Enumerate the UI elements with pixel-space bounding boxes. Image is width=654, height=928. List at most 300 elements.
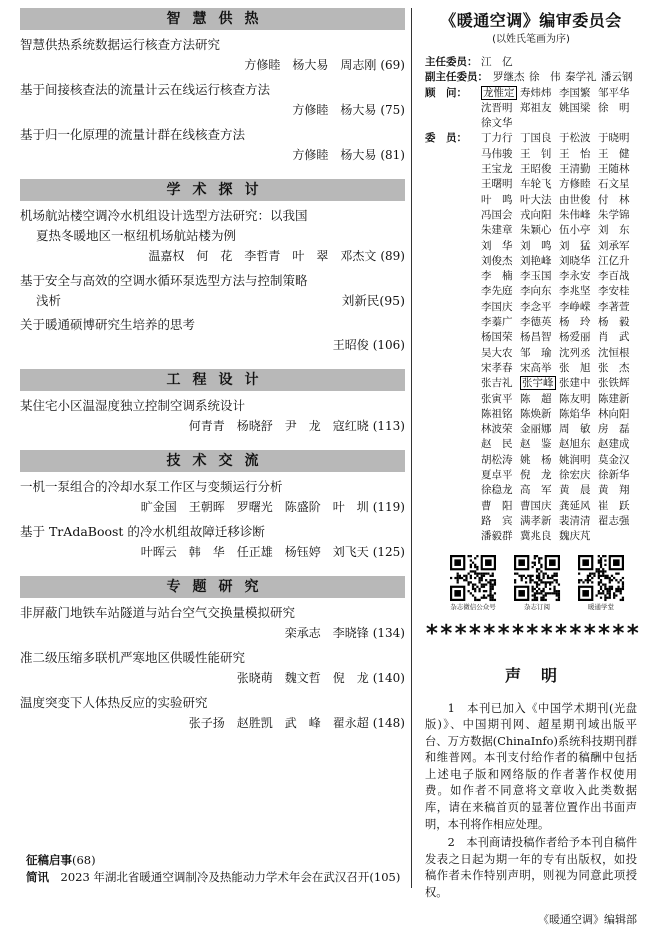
committee-director bbox=[425, 55, 637, 70]
name-text: 徐宏庆 bbox=[559, 469, 591, 482]
name-text: 刘 东 bbox=[598, 224, 630, 237]
committee-name bbox=[559, 392, 598, 407]
committee-name bbox=[559, 223, 598, 238]
article-title: 智慧供热系统数据运行核查方法研究 bbox=[20, 37, 221, 52]
name-text: 龚延风 bbox=[559, 499, 591, 512]
committee-name bbox=[529, 70, 565, 85]
committee-name bbox=[481, 300, 520, 315]
committee-name bbox=[598, 361, 637, 376]
section-header: 技术交流 bbox=[20, 450, 405, 472]
committee-name bbox=[481, 284, 520, 299]
toc-article[interactable] bbox=[20, 603, 405, 644]
name-text: 邹平华 bbox=[598, 86, 630, 99]
name-text: 秦学礼 bbox=[565, 71, 597, 84]
name-text: 刘俊杰 bbox=[481, 254, 513, 267]
name-text: 王曙明 bbox=[481, 178, 513, 191]
name-text: 李国繁 bbox=[559, 86, 591, 99]
name-text: 王昭俊 bbox=[520, 163, 552, 176]
name-text: 陈祖铭 bbox=[481, 407, 513, 420]
committee-name bbox=[598, 407, 637, 422]
name-text: 江亿升 bbox=[598, 254, 630, 267]
section-header: 专题研究 bbox=[20, 576, 405, 598]
committee-name bbox=[559, 483, 598, 498]
committee-name bbox=[520, 147, 559, 162]
toc-article[interactable] bbox=[20, 315, 405, 356]
name-text: 张铁辉 bbox=[598, 377, 630, 390]
name-text: 魏庆芃 bbox=[559, 530, 591, 543]
committee-name bbox=[481, 86, 520, 101]
committee-name bbox=[598, 468, 637, 483]
name-text: 张宇峰 bbox=[522, 377, 554, 390]
qr-code-item[interactable] bbox=[511, 555, 563, 613]
right-column bbox=[425, 10, 641, 928]
column-divider bbox=[411, 8, 412, 888]
article-authors: 栾承志 李晓锋 bbox=[284, 626, 369, 640]
committee-name bbox=[598, 330, 637, 345]
committee-name bbox=[481, 437, 520, 452]
name-text: 刘 鸣 bbox=[520, 239, 552, 252]
article-authors: 刘新民 bbox=[341, 293, 380, 308]
advisor-names bbox=[481, 86, 637, 132]
article-authors: 旷金国 王朝晖 罗曙光 陈盛阶 叶 圳 bbox=[140, 500, 369, 514]
toc-article[interactable] bbox=[20, 35, 405, 76]
committee-name bbox=[481, 254, 520, 269]
name-text: 龙惟定 bbox=[483, 86, 515, 99]
name-text: 赵 民 bbox=[481, 438, 513, 451]
committee-name bbox=[598, 86, 637, 101]
name-text: 李国庆 bbox=[481, 300, 513, 313]
committee-name bbox=[520, 254, 559, 269]
article-byline bbox=[20, 145, 405, 166]
committee-name bbox=[481, 392, 520, 407]
name-text: 叶 鸣 bbox=[481, 193, 513, 206]
committee-name bbox=[481, 330, 520, 345]
committee-name bbox=[559, 269, 598, 284]
toc-article[interactable] bbox=[20, 125, 405, 166]
name-text: 倪 龙 bbox=[520, 469, 552, 482]
name-text: 杨 玲 bbox=[559, 316, 591, 329]
article-page: (113) bbox=[372, 419, 405, 433]
committee-name bbox=[481, 468, 520, 483]
name-text: 陈焰华 bbox=[559, 407, 591, 420]
committee-name bbox=[598, 193, 637, 208]
article-page: (69) bbox=[380, 58, 405, 72]
article-page: (148) bbox=[372, 716, 405, 730]
article-byline bbox=[20, 335, 405, 356]
committee-name bbox=[559, 499, 598, 514]
name-text: 李玉国 bbox=[520, 270, 552, 283]
name-text: 莫金汉 bbox=[598, 453, 630, 466]
name-text: 赵旭东 bbox=[559, 438, 591, 451]
article-title: 机场航站楼空调冷水机组设计选型方法研究：以我国 bbox=[20, 208, 308, 223]
name-text: 张吉礼 bbox=[481, 377, 513, 390]
article-title: 某住宅小区温湿度独立控制空调系统设计 bbox=[20, 398, 246, 413]
vice-label: 副主任委员： bbox=[425, 71, 488, 84]
zhenggao-page: (68) bbox=[72, 853, 96, 867]
name-text: 杨昌智 bbox=[520, 331, 552, 344]
name-text: 朱学锦 bbox=[598, 208, 630, 221]
notice-paragraph-1: 1 本刊已加入《中国学术期刊(光盘版)》、中国期刊网、超星期刊域出版平台、万方数据(ChinaInfo)系统科技期刊群和维普网。本刊支付给作者的稿酬中包括上述电子版和网络版的作者著作权使用费。如作者不同意将文章收入此类数据库，请在来稿首页的显著位置作出书面声明，本刊将作相应处理。 bbox=[425, 701, 637, 831]
article-authors: 叶晖云 韩 华 任正雄 杨钰婷 刘飞天 bbox=[140, 545, 369, 559]
name-text: 王随林 bbox=[598, 163, 630, 176]
article-authors: 张晓萌 魏文哲 倪 龙 bbox=[236, 671, 369, 685]
name-text: 裴清清 bbox=[559, 514, 591, 527]
article-title-cont: 浅析 bbox=[36, 293, 62, 308]
committee-name bbox=[481, 177, 520, 192]
committee-name bbox=[520, 223, 559, 238]
committee-name bbox=[598, 131, 637, 146]
name-text: 徐稳龙 bbox=[481, 484, 513, 497]
committee-name bbox=[481, 116, 520, 131]
section-header: 智慧供热 bbox=[20, 8, 405, 30]
article-title-cont: 夏热冬暖地区一枢纽机场航站楼为例 bbox=[36, 228, 237, 243]
name-text: 付 林 bbox=[598, 193, 630, 206]
name-text: 车轮飞 bbox=[520, 178, 552, 191]
toc-article[interactable] bbox=[20, 693, 405, 734]
name-text: 李 楠 bbox=[481, 270, 513, 283]
article-authors: 方修睦 杨大易 bbox=[292, 148, 377, 162]
name-text: 姚国梁 bbox=[559, 101, 591, 114]
qr-code-icon[interactable] bbox=[514, 555, 560, 601]
committee-name bbox=[520, 499, 559, 514]
article-page: (140) bbox=[372, 671, 405, 685]
article-page: (81) bbox=[380, 148, 405, 162]
committee-name bbox=[559, 101, 598, 116]
toc-article[interactable] bbox=[20, 271, 405, 311]
committee-name bbox=[481, 131, 520, 146]
name-text: 沈恒根 bbox=[598, 346, 630, 359]
name-text: 李百战 bbox=[598, 270, 630, 283]
toc-footer bbox=[26, 852, 406, 886]
committee-name bbox=[520, 437, 559, 452]
name-text: 周 敏 bbox=[559, 423, 591, 436]
committee-name bbox=[559, 376, 598, 391]
committee-name bbox=[559, 300, 598, 315]
committee-name bbox=[481, 514, 520, 529]
toc-article[interactable] bbox=[20, 648, 405, 689]
jianxun-label: 简讯 bbox=[26, 870, 49, 884]
name-text: 姚 杨 bbox=[520, 453, 552, 466]
name-text: 罗继杰 bbox=[493, 71, 525, 84]
article-byline bbox=[20, 713, 405, 734]
article-authors: 张子扬 赵胜凯 武 峰 翟永超 bbox=[188, 716, 369, 730]
director-label: 主任委员： bbox=[425, 56, 478, 68]
name-text: 于晓明 bbox=[598, 132, 630, 145]
name-text: 潘云钢 bbox=[601, 71, 633, 84]
committee-name bbox=[559, 193, 598, 208]
vice-names bbox=[493, 70, 637, 85]
name-text: 李著萱 bbox=[598, 300, 630, 313]
name-text: 房 磊 bbox=[598, 423, 630, 436]
committee-name bbox=[559, 86, 598, 101]
committee-name bbox=[481, 407, 520, 422]
name-text: 王 怡 bbox=[559, 147, 591, 160]
article-title: 准二级压缩多联机严寒地区供暖性能研究 bbox=[20, 650, 246, 665]
member-names bbox=[481, 131, 637, 544]
committee-name bbox=[481, 239, 520, 254]
table-of-contents bbox=[20, 8, 405, 738]
name-text: 朱颖心 bbox=[520, 224, 552, 237]
name-text: 王 钊 bbox=[520, 147, 552, 160]
name-text: 叶大法 bbox=[520, 193, 552, 206]
name-text: 徐 明 bbox=[598, 101, 630, 114]
qr-code-icon[interactable] bbox=[450, 555, 496, 601]
name-text: 张寅平 bbox=[481, 392, 513, 405]
name-text: 刘承军 bbox=[598, 239, 630, 252]
name-text: 曹 阳 bbox=[481, 499, 513, 512]
committee-name bbox=[481, 483, 520, 498]
name-text: 由世俊 bbox=[559, 193, 591, 206]
name-text: 刘 猛 bbox=[559, 239, 591, 252]
committee-name bbox=[559, 422, 598, 437]
committee-name bbox=[520, 346, 559, 361]
committee-name bbox=[598, 437, 637, 452]
name-text: 宋孝春 bbox=[481, 361, 513, 374]
name-text: 沈列丞 bbox=[559, 346, 591, 359]
committee-name bbox=[559, 315, 598, 330]
name-text: 吴大农 bbox=[481, 346, 513, 359]
committee-name bbox=[559, 131, 598, 146]
committee-name bbox=[520, 269, 559, 284]
name-text: 张建中 bbox=[559, 377, 591, 390]
committee-name bbox=[481, 361, 520, 376]
committee-name bbox=[559, 529, 598, 544]
notice-title: 声明 bbox=[504, 665, 577, 685]
article-title: 基于间接核查法的流量计云在线运行核查方法 bbox=[20, 82, 271, 97]
article-title: 基于 TrAdaBoost 的冷水机组故障迁移诊断 bbox=[20, 524, 265, 539]
committee-name bbox=[481, 193, 520, 208]
committee-name bbox=[598, 346, 637, 361]
committee-name bbox=[520, 284, 559, 299]
name-text: 潘毅群 bbox=[481, 530, 513, 543]
name-text: 李蓁广 bbox=[481, 316, 513, 329]
jianxun-text: 2023 年湖北省暖通空调制冷及热能动力学术年会在武汉召开 bbox=[60, 870, 370, 884]
committee-name bbox=[601, 70, 637, 85]
article-byline bbox=[20, 246, 405, 267]
committee-name bbox=[559, 361, 598, 376]
article-page: (134) bbox=[372, 626, 405, 640]
jianxun-line[interactable] bbox=[26, 869, 406, 886]
committee-name bbox=[598, 162, 637, 177]
name-text: 李永安 bbox=[559, 270, 591, 283]
name-text: 朱伟峰 bbox=[559, 208, 591, 221]
article-page: (89) bbox=[380, 249, 405, 263]
name-text: 郑祖友 bbox=[520, 101, 552, 114]
committee-name bbox=[481, 101, 520, 116]
article-byline bbox=[20, 497, 405, 518]
name-text: 赵 鉴 bbox=[520, 438, 552, 451]
committee-name bbox=[520, 162, 559, 177]
article-byline bbox=[20, 416, 405, 437]
article-byline bbox=[20, 55, 405, 76]
committee-name bbox=[598, 483, 637, 498]
committee-name bbox=[598, 223, 637, 238]
name-text: 徐文华 bbox=[481, 117, 513, 130]
article-authors: 方修睦 杨大易 bbox=[292, 103, 377, 117]
name-text: 徐新华 bbox=[598, 469, 630, 482]
committee-name bbox=[520, 193, 559, 208]
committee-vice bbox=[425, 70, 637, 85]
committee-name bbox=[481, 346, 520, 361]
article-title-cont-row bbox=[20, 291, 405, 311]
committee-name bbox=[493, 70, 529, 85]
committee-name bbox=[598, 177, 637, 192]
name-text: 崔 跃 bbox=[598, 499, 630, 512]
name-text: 李向东 bbox=[520, 285, 552, 298]
committee-name bbox=[520, 422, 559, 437]
toc-article[interactable] bbox=[20, 396, 405, 437]
name-text: 伍小亭 bbox=[559, 224, 591, 237]
committee-advisors bbox=[425, 86, 637, 132]
committee-name bbox=[598, 208, 637, 223]
committee-name bbox=[481, 499, 520, 514]
member-label: 委 员： bbox=[425, 132, 467, 145]
name-text: 马伟骏 bbox=[481, 147, 513, 160]
name-text: 陈友明 bbox=[559, 392, 591, 405]
committee-name bbox=[520, 407, 559, 422]
committee-name bbox=[481, 422, 520, 437]
name-text: 高 军 bbox=[520, 484, 552, 497]
article-title: 温度突变下人体热反应的实验研究 bbox=[20, 695, 208, 710]
name-text: 黄 晨 bbox=[559, 484, 591, 497]
name-text: 曹国庆 bbox=[520, 499, 552, 512]
article-title: 关于暖通硕博研究生培养的思考 bbox=[20, 317, 196, 332]
article-page: (106) bbox=[372, 338, 405, 352]
committee-name bbox=[481, 376, 520, 391]
committee-name bbox=[559, 254, 598, 269]
committee-name bbox=[520, 376, 559, 391]
committee-title: 《暖通空调》编审委员会 bbox=[440, 11, 622, 30]
toc-article[interactable] bbox=[20, 206, 405, 267]
committee-name bbox=[598, 300, 637, 315]
committee-name bbox=[598, 101, 637, 116]
name-text: 方修睦 bbox=[559, 178, 591, 191]
committee-name bbox=[520, 239, 559, 254]
committee-name bbox=[559, 468, 598, 483]
name-text: 寿炜炜 bbox=[520, 86, 552, 99]
notice-paragraph-2: 2 本刊商请投稿作者给予本刊自稿件发表之日起为期一年的专有出版权，如投稿作者未作特别声明，则视为同意此项授权。 bbox=[425, 836, 637, 900]
name-text: 李德英 bbox=[520, 316, 552, 329]
committee-name bbox=[481, 529, 520, 544]
article-byline bbox=[20, 542, 405, 563]
committee-name bbox=[481, 208, 520, 223]
committee-name bbox=[598, 284, 637, 299]
committee-name bbox=[559, 346, 598, 361]
committee-name bbox=[520, 177, 559, 192]
name-text: 李念平 bbox=[520, 300, 552, 313]
committee-name bbox=[598, 254, 637, 269]
article-page: (75) bbox=[380, 103, 405, 117]
name-text: 刘晓华 bbox=[559, 254, 591, 267]
committee-name bbox=[559, 162, 598, 177]
name-text: 翟志强 bbox=[598, 514, 630, 527]
committee-name bbox=[520, 300, 559, 315]
zhenggao-line[interactable] bbox=[26, 852, 406, 869]
section-header: 工程设计 bbox=[20, 369, 405, 391]
committee-name bbox=[598, 499, 637, 514]
jianxun-page: (105) bbox=[369, 870, 401, 884]
star-divider: *************** bbox=[425, 620, 641, 647]
toc-article[interactable] bbox=[20, 522, 405, 563]
section-header: 学术探讨 bbox=[20, 179, 405, 201]
committee-name bbox=[520, 208, 559, 223]
toc-article[interactable] bbox=[20, 80, 405, 121]
name-text: 路 宾 bbox=[481, 514, 513, 527]
qr-code-label: 杂志订阅 bbox=[524, 602, 550, 611]
qr-code-icon[interactable] bbox=[578, 555, 624, 601]
committee-name bbox=[481, 223, 520, 238]
name-text: 李先庭 bbox=[481, 285, 513, 298]
name-text: 林向阳 bbox=[598, 407, 630, 420]
committee-name bbox=[559, 147, 598, 162]
committee-name bbox=[520, 361, 559, 376]
name-text: 刘 华 bbox=[481, 239, 513, 252]
qr-code-label: 暖通学堂 bbox=[588, 602, 614, 611]
article-authors: 方修睦 杨大易 周志刚 bbox=[244, 58, 377, 72]
name-text: 杨爱丽 bbox=[559, 331, 591, 344]
article-page: (119) bbox=[372, 500, 405, 514]
name-text: 李峥嵘 bbox=[559, 300, 591, 313]
name-text: 张 旭 bbox=[559, 361, 591, 374]
qr-code-row bbox=[447, 555, 627, 613]
name-text: 石文星 bbox=[598, 178, 630, 191]
committee-name bbox=[598, 315, 637, 330]
committee-name bbox=[481, 147, 520, 162]
article-byline bbox=[20, 668, 405, 689]
name-text: 陈焕新 bbox=[520, 407, 552, 420]
name-text: 黄 翔 bbox=[598, 484, 630, 497]
name-text: 王 健 bbox=[598, 147, 630, 160]
qr-code-item[interactable] bbox=[575, 555, 627, 613]
committee-name bbox=[565, 70, 601, 85]
notice-signature: 《暖通空调》编辑部 bbox=[538, 912, 637, 926]
name-text: 肖 武 bbox=[598, 331, 630, 344]
name-text: 徐 伟 bbox=[529, 71, 561, 84]
qr-code-label: 杂志微信公众号 bbox=[450, 602, 496, 611]
name-text: 陈建新 bbox=[598, 392, 630, 405]
committee-name bbox=[598, 453, 637, 468]
name-text: 于松波 bbox=[559, 132, 591, 145]
committee-name bbox=[559, 208, 598, 223]
committee-name bbox=[520, 315, 559, 330]
committee-name bbox=[481, 162, 520, 177]
zhenggao-label: 征稿启事 bbox=[26, 853, 72, 867]
name-text: 满孝新 bbox=[520, 514, 552, 527]
committee-name bbox=[520, 86, 559, 101]
committee-name bbox=[520, 131, 559, 146]
committee-name bbox=[481, 269, 520, 284]
article-authors: 何青青 杨晓舒 尹 龙 寇红晓 bbox=[188, 419, 369, 433]
committee-name bbox=[481, 315, 520, 330]
article-authors: 温嘉权 何 花 李哲青 叶 翠 邓杰文 bbox=[148, 249, 377, 263]
name-text: 冯国会 bbox=[481, 208, 513, 221]
committee-name bbox=[598, 422, 637, 437]
committee-name bbox=[520, 392, 559, 407]
committee-name bbox=[520, 101, 559, 116]
qr-code-item[interactable] bbox=[447, 555, 499, 613]
article-title: 一机一泵组合的冷却水泵工作区与变频运行分析 bbox=[20, 479, 283, 494]
toc-article[interactable] bbox=[20, 477, 405, 518]
name-text: 胡松涛 bbox=[481, 453, 513, 466]
article-page: (125) bbox=[372, 545, 405, 559]
committee-name bbox=[520, 330, 559, 345]
name-text: 张 杰 bbox=[598, 361, 630, 374]
name-text: 邹 瑜 bbox=[520, 346, 552, 359]
committee-subtitle: (以姓氏笔画为序) bbox=[492, 34, 570, 45]
committee-name bbox=[520, 483, 559, 498]
name-text: 金丽娜 bbox=[520, 423, 552, 436]
committee-name bbox=[520, 529, 559, 544]
